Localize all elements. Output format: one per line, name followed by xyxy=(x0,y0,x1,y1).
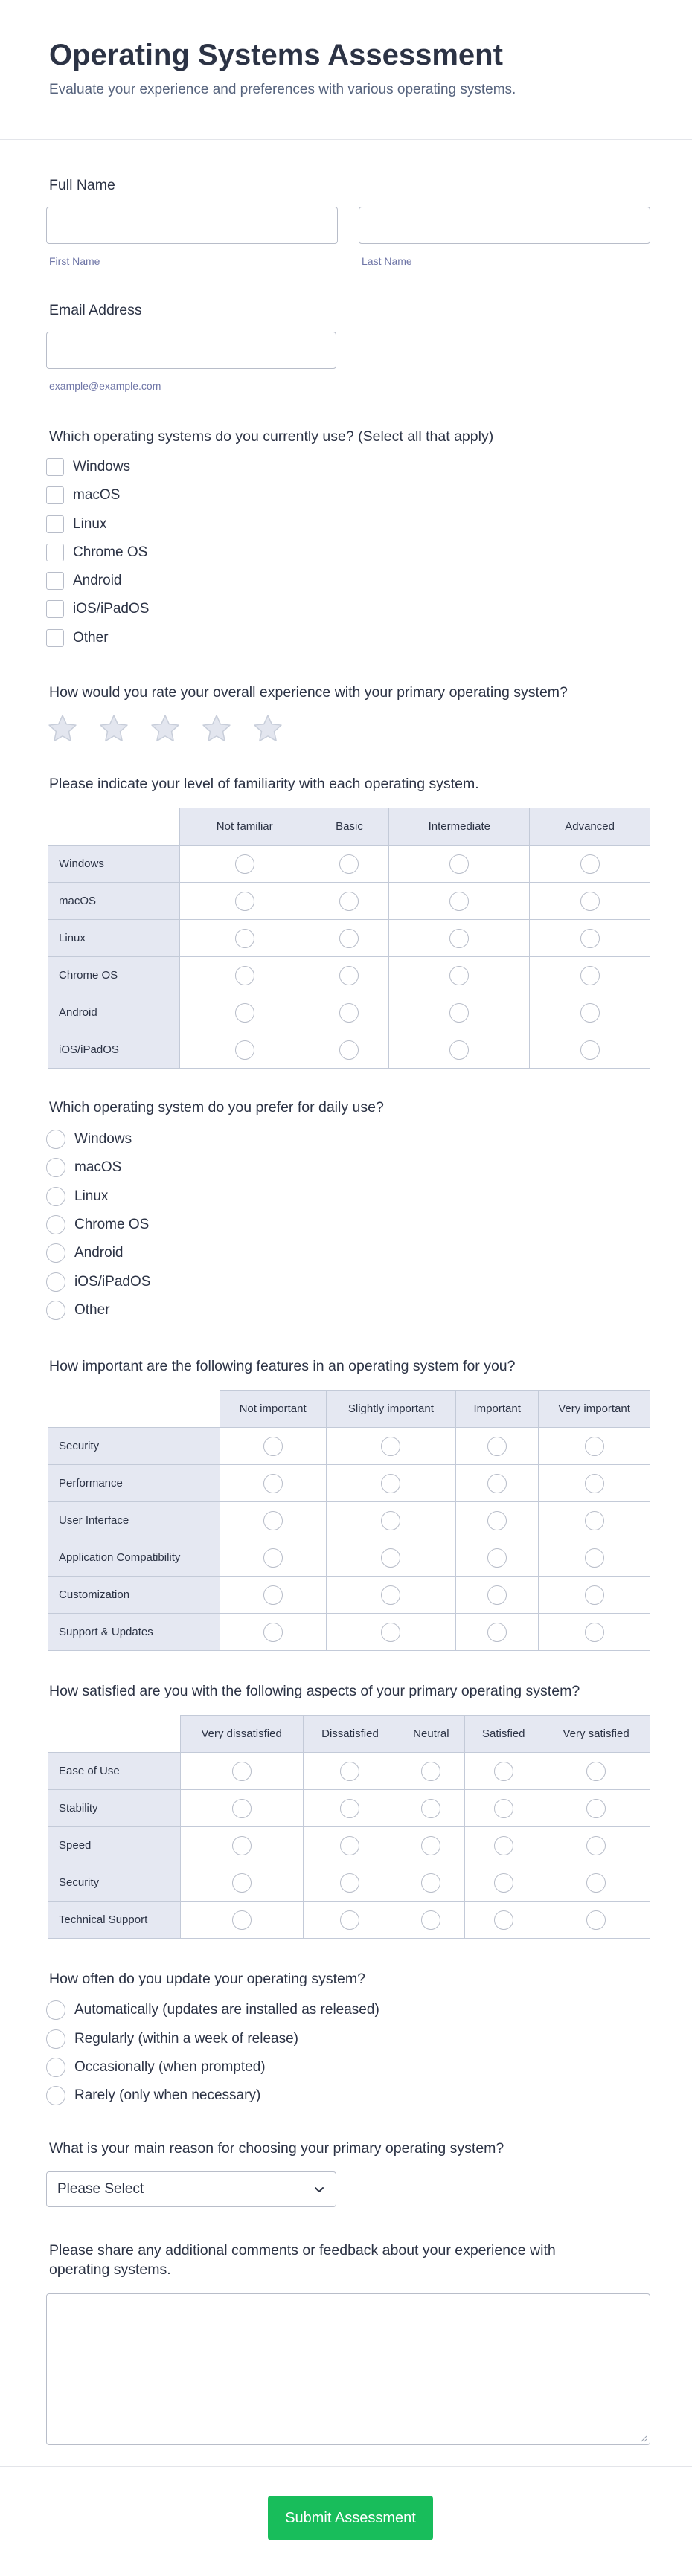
features-matrix xyxy=(48,1390,650,1651)
checkbox[interactable] xyxy=(46,515,64,533)
preferred-os-option[interactable] xyxy=(46,1157,121,1178)
rating-label: How would you rate your overall experience with your primary operating system? xyxy=(49,684,568,701)
matrix-radio[interactable] xyxy=(585,1585,604,1605)
matrix-radio[interactable] xyxy=(586,1910,606,1930)
radio[interactable] xyxy=(46,1130,65,1149)
satisfaction-label: How satisfied are you with the following aspects of your primary operating system? xyxy=(49,1683,580,1699)
matrix-radio[interactable] xyxy=(586,1836,606,1855)
matrix-radio[interactable] xyxy=(381,1585,400,1605)
option-label: Windows xyxy=(74,1131,132,1147)
matrix-radio[interactable] xyxy=(232,1873,252,1893)
matrix-radio[interactable] xyxy=(421,1762,440,1781)
submit-button[interactable]: Submit Assessment xyxy=(268,2496,433,2540)
option-label: Chrome OS xyxy=(73,544,148,560)
satisfaction-matrix xyxy=(48,1715,650,1939)
matrix-column-header: Slightly important xyxy=(326,1391,456,1428)
star-icon[interactable] xyxy=(46,712,79,745)
matrix-radio[interactable] xyxy=(580,1040,600,1060)
matrix-radio[interactable] xyxy=(381,1437,400,1456)
matrix-radio[interactable] xyxy=(494,1910,513,1930)
os-used-option[interactable] xyxy=(46,570,122,591)
matrix-row-label: Stability xyxy=(48,1790,181,1827)
checkbox[interactable] xyxy=(46,629,64,647)
option-label: Linux xyxy=(74,1188,109,1204)
matrix-row-label: Customization xyxy=(48,1577,220,1614)
matrix-radio[interactable] xyxy=(339,892,359,911)
matrix-column-header: Very dissatisfied xyxy=(180,1716,303,1753)
matrix-corner xyxy=(48,808,180,846)
matrix-row-label: Linux xyxy=(48,920,180,957)
matrix-radio[interactable] xyxy=(449,1040,469,1060)
main-reason-select[interactable] xyxy=(46,2171,336,2207)
matrix-radio[interactable] xyxy=(235,1003,254,1023)
preferred-os-option[interactable] xyxy=(46,1243,124,1263)
matrix-row-label: User Interface xyxy=(48,1502,220,1539)
matrix-row-label: Security xyxy=(48,1428,220,1465)
matrix-radio[interactable] xyxy=(586,1762,606,1781)
radio[interactable] xyxy=(46,2029,65,2049)
matrix-radio[interactable] xyxy=(487,1437,507,1456)
matrix-radio[interactable] xyxy=(421,1910,440,1930)
matrix-radio[interactable] xyxy=(340,1799,359,1818)
matrix-column-header: Not important xyxy=(220,1391,326,1428)
chevron-down-icon xyxy=(313,2183,325,2195)
matrix-row xyxy=(48,920,650,957)
matrix-row-label: Chrome OS xyxy=(48,957,180,994)
matrix-radio[interactable] xyxy=(263,1585,283,1605)
last-name-sublabel: Last Name xyxy=(362,255,412,267)
radio[interactable] xyxy=(46,1243,65,1263)
matrix-radio[interactable] xyxy=(263,1623,283,1642)
matrix-radio[interactable] xyxy=(586,1873,606,1893)
matrix-radio[interactable] xyxy=(263,1548,283,1568)
matrix-radio[interactable] xyxy=(487,1623,507,1642)
matrix-radio[interactable] xyxy=(381,1548,400,1568)
matrix-radio[interactable] xyxy=(339,1040,359,1060)
radio[interactable] xyxy=(46,2000,65,2020)
os-used-option[interactable] xyxy=(46,542,147,563)
matrix-radio[interactable] xyxy=(263,1474,283,1493)
star-icon[interactable] xyxy=(200,712,233,745)
checkbox[interactable] xyxy=(46,600,64,618)
matrix-radio[interactable] xyxy=(585,1437,604,1456)
radio[interactable] xyxy=(46,1158,65,1177)
comments-label-line1: Please share any additional comments or feedback about your experience with xyxy=(49,2242,556,2258)
checkbox[interactable] xyxy=(46,458,64,476)
full-name-label: Full Name xyxy=(49,177,115,193)
radio[interactable] xyxy=(46,2086,65,2105)
features-label: How important are the following features in an operating system for you? xyxy=(49,1358,516,1374)
radio[interactable] xyxy=(46,1272,65,1292)
email-sublabel: example@example.com xyxy=(49,380,161,392)
matrix-row xyxy=(48,1614,650,1651)
option-label: Regularly (within a week of release) xyxy=(74,2031,298,2047)
first-name-input[interactable] xyxy=(46,207,338,244)
matrix-radio[interactable] xyxy=(232,1836,252,1855)
matrix-radio[interactable] xyxy=(235,854,254,874)
matrix-radio[interactable] xyxy=(421,1873,440,1893)
matrix-radio[interactable] xyxy=(580,966,600,985)
matrix-row-label: Speed xyxy=(48,1827,181,1864)
option-label: macOS xyxy=(74,1159,122,1175)
matrix-row-label: Technical Support xyxy=(48,1902,181,1939)
matrix-row xyxy=(48,1864,650,1902)
matrix-radio[interactable] xyxy=(580,1003,600,1023)
option-label: Other xyxy=(74,1302,110,1318)
matrix-radio[interactable] xyxy=(340,1910,359,1930)
matrix-column-header: Dissatisfied xyxy=(303,1716,397,1753)
matrix-radio[interactable] xyxy=(585,1623,604,1642)
preferred-os-option[interactable] xyxy=(46,1186,108,1207)
familiarity-label: Please indicate your level of familiarity with each operating system. xyxy=(49,776,479,792)
checkbox[interactable] xyxy=(46,486,64,504)
update-frequency-option[interactable] xyxy=(46,2029,298,2049)
matrix-radio[interactable] xyxy=(340,1873,359,1893)
os-used-option[interactable] xyxy=(46,628,109,648)
matrix-column-header: Advanced xyxy=(530,808,650,846)
matrix-radio[interactable] xyxy=(487,1511,507,1530)
matrix-row xyxy=(48,994,650,1031)
matrix-radio[interactable] xyxy=(263,1511,283,1530)
matrix-column-header: Very satisfied xyxy=(542,1716,650,1753)
update-frequency-label: How often do you update your operating system? xyxy=(49,1971,365,1987)
matrix-radio[interactable] xyxy=(339,966,359,985)
option-label: Android xyxy=(74,1245,124,1260)
radio[interactable] xyxy=(46,1187,65,1206)
option-label: Chrome OS xyxy=(74,1217,150,1232)
matrix-row xyxy=(48,957,650,994)
option-label: Linux xyxy=(73,516,107,532)
matrix-radio[interactable] xyxy=(339,929,359,948)
matrix-row-label: Application Compatibility xyxy=(48,1539,220,1577)
matrix-radio[interactable] xyxy=(235,892,254,911)
matrix-radio[interactable] xyxy=(339,1003,359,1023)
matrix-row-label: Android xyxy=(48,994,180,1031)
option-label: Occasionally (when prompted) xyxy=(74,2059,266,2075)
preferred-os-option[interactable] xyxy=(46,1272,150,1292)
matrix-column-header: Satisfied xyxy=(465,1716,542,1753)
update-frequency-option[interactable] xyxy=(46,2085,260,2106)
matrix-radio[interactable] xyxy=(449,1003,469,1023)
matrix-radio[interactable] xyxy=(340,1762,359,1781)
email-input[interactable] xyxy=(46,332,336,369)
matrix-row xyxy=(48,846,650,883)
matrix-radio[interactable] xyxy=(235,966,254,985)
matrix-radio[interactable] xyxy=(381,1511,400,1530)
matrix-row xyxy=(48,883,650,920)
star-icon[interactable] xyxy=(149,712,182,745)
star-icon[interactable] xyxy=(97,712,130,745)
update-frequency-option[interactable] xyxy=(46,2057,266,2078)
matrix-radio[interactable] xyxy=(494,1873,513,1893)
matrix-row-label: iOS/iPadOS xyxy=(48,1031,180,1069)
matrix-radio[interactable] xyxy=(449,892,469,911)
option-label: Rarely (only when necessary) xyxy=(74,2087,261,2103)
matrix-row-label: Security xyxy=(48,1864,181,1902)
matrix-radio[interactable] xyxy=(586,1799,606,1818)
option-label: Windows xyxy=(73,459,131,474)
matrix-corner xyxy=(48,1716,181,1753)
matrix-column-header: Intermediate xyxy=(389,808,530,846)
checkbox[interactable] xyxy=(46,572,64,590)
matrix-row-label: macOS xyxy=(48,883,180,920)
os-used-option[interactable] xyxy=(46,485,120,506)
matrix-radio[interactable] xyxy=(421,1836,440,1855)
matrix-radio[interactable] xyxy=(585,1511,604,1530)
matrix-column-header: Very important xyxy=(539,1391,650,1428)
star-icon[interactable] xyxy=(252,712,284,745)
preferred-os-option[interactable] xyxy=(46,1300,110,1321)
main-reason-label: What is your main reason for choosing your primary operating system? xyxy=(49,2140,504,2157)
matrix-row-label: Support & Updates xyxy=(48,1614,220,1651)
matrix-column-header: Basic xyxy=(310,808,389,846)
matrix-row xyxy=(48,1031,650,1069)
matrix-radio[interactable] xyxy=(580,854,600,874)
option-label: macOS xyxy=(73,487,121,503)
option-label: Android xyxy=(73,573,122,588)
matrix-row xyxy=(48,1577,650,1614)
matrix-radio[interactable] xyxy=(421,1799,440,1818)
matrix-radio[interactable] xyxy=(449,929,469,948)
preferred-os-option[interactable] xyxy=(46,1214,149,1235)
update-frequency-option[interactable] xyxy=(46,2000,379,2020)
matrix-row xyxy=(48,1753,650,1790)
matrix-radio[interactable] xyxy=(232,1799,252,1818)
matrix-radio[interactable] xyxy=(494,1762,513,1781)
matrix-column-header: Not familiar xyxy=(179,808,310,846)
option-label: Automatically (updates are installed as released) xyxy=(74,2002,379,2018)
matrix-radio[interactable] xyxy=(487,1585,507,1605)
comments-label-line2: operating systems. xyxy=(49,2261,171,2278)
email-label: Email Address xyxy=(49,302,142,318)
os-used-option[interactable] xyxy=(46,599,149,619)
matrix-row xyxy=(48,1539,650,1577)
matrix-row xyxy=(48,1902,650,1939)
option-label: Other xyxy=(73,630,109,645)
preferred-os-option[interactable] xyxy=(46,1129,132,1150)
familiarity-matrix xyxy=(48,808,650,1069)
matrix-row-label: Ease of Use xyxy=(48,1753,181,1790)
star-rating xyxy=(46,712,303,745)
matrix-row xyxy=(48,1502,650,1539)
checkbox[interactable] xyxy=(46,544,64,561)
matrix-radio[interactable] xyxy=(585,1474,604,1493)
matrix-radio[interactable] xyxy=(487,1548,507,1568)
comments-textarea[interactable] xyxy=(46,2293,650,2445)
matrix-radio[interactable] xyxy=(235,1040,254,1060)
matrix-radio[interactable] xyxy=(232,1910,252,1930)
matrix-radio[interactable] xyxy=(340,1836,359,1855)
radio[interactable] xyxy=(46,2058,65,2077)
radio[interactable] xyxy=(46,1215,65,1234)
os-used-label: Which operating systems do you currently use? (Select all that apply) xyxy=(49,428,494,445)
page-title: Operating Systems Assessment xyxy=(49,39,503,71)
matrix-row xyxy=(48,1465,650,1502)
matrix-radio[interactable] xyxy=(263,1437,283,1456)
radio[interactable] xyxy=(46,1301,65,1320)
matrix-radio[interactable] xyxy=(381,1474,400,1493)
matrix-row xyxy=(48,1827,650,1864)
matrix-row-label: Performance xyxy=(48,1465,220,1502)
matrix-radio[interactable] xyxy=(449,854,469,874)
os-used-option[interactable] xyxy=(46,514,106,535)
first-name-sublabel: First Name xyxy=(49,255,100,267)
matrix-radio[interactable] xyxy=(232,1762,252,1781)
matrix-radio[interactable] xyxy=(339,854,359,874)
preferred-os-label: Which operating system do you prefer for daily use? xyxy=(49,1099,384,1115)
matrix-row xyxy=(48,1790,650,1827)
matrix-radio[interactable] xyxy=(494,1836,513,1855)
resize-grip-icon[interactable] xyxy=(640,2435,647,2442)
matrix-radio[interactable] xyxy=(487,1474,507,1493)
matrix-radio[interactable] xyxy=(494,1799,513,1818)
matrix-row-label: Windows xyxy=(48,846,180,883)
matrix-radio[interactable] xyxy=(381,1623,400,1642)
matrix-corner xyxy=(48,1391,220,1428)
last-name-input[interactable] xyxy=(359,207,650,244)
matrix-row xyxy=(48,1428,650,1465)
form-header xyxy=(0,0,692,140)
select-value: Please Select xyxy=(57,2181,144,2197)
matrix-radio[interactable] xyxy=(449,966,469,985)
matrix-column-header: Important xyxy=(456,1391,539,1428)
matrix-radio[interactable] xyxy=(585,1548,604,1568)
os-used-option[interactable] xyxy=(46,457,130,477)
matrix-radio[interactable] xyxy=(235,929,254,948)
page-subtitle: Evaluate your experience and preferences with various operating systems. xyxy=(49,82,516,97)
matrix-column-header: Neutral xyxy=(397,1716,465,1753)
option-label: iOS/iPadOS xyxy=(74,1274,151,1289)
matrix-radio[interactable] xyxy=(580,892,600,911)
option-label: iOS/iPadOS xyxy=(73,601,150,616)
matrix-radio[interactable] xyxy=(580,929,600,948)
